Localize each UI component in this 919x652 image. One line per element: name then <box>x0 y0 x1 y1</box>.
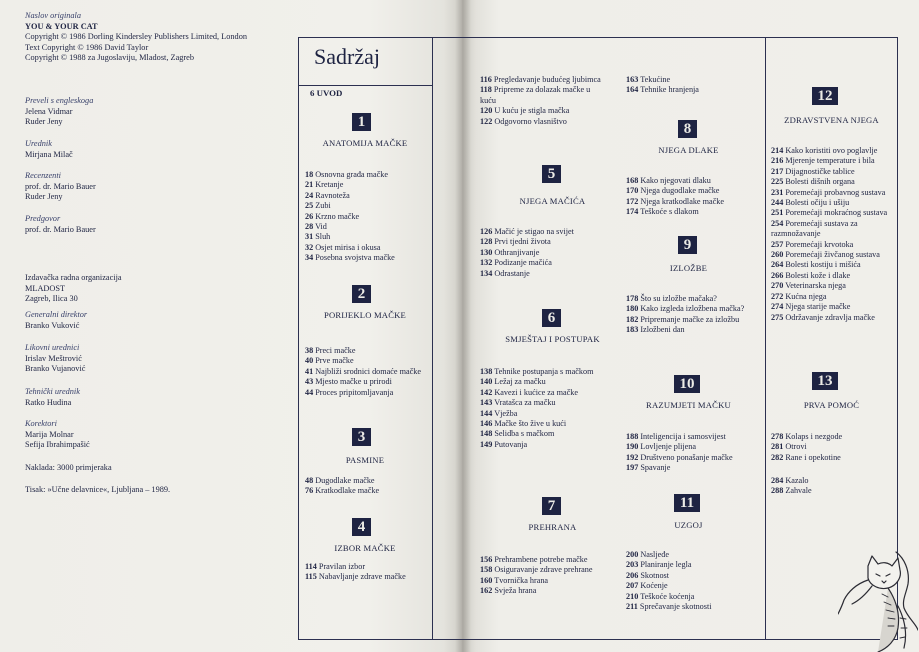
chapter-number: 4 <box>352 518 371 536</box>
chapter-entries <box>771 476 896 497</box>
stretching-cat-illustration <box>838 548 918 652</box>
chapter-entries <box>626 176 756 218</box>
chapter-number: 9 <box>678 236 697 254</box>
imprint-heading: Preveli s engleskoga <box>25 96 94 105</box>
toc-entry[interactable]: 25 Zubi <box>305 201 331 211</box>
imprint-technical-editor <box>25 387 285 408</box>
chapter-entries <box>771 432 896 463</box>
toc-entry[interactable]: 254 Poremećaji sustava za razmnožavanje <box>771 218 858 239</box>
toc-entry[interactable]: 216 Mjerenje temperature i bila <box>771 156 875 166</box>
toc-entry[interactable]: 264 Bolesti kostiju i mišića <box>771 260 861 270</box>
chapter-title: PASMINE <box>345 455 385 465</box>
toc-entry[interactable]: 142 Kavezi i kućice za mačke <box>480 387 578 397</box>
chapter-number: 7 <box>542 497 561 515</box>
toc-entry[interactable]: 164 Tehnike hranjenja <box>626 85 699 95</box>
toc-entry[interactable]: 122 Odgovorno vlasništvo <box>480 116 567 126</box>
imprint-line: Text Copyright © 1986 David Taylor <box>25 42 149 52</box>
chapter-title: PORIJEKLO MAČKE <box>323 310 407 320</box>
chapter-number: 3 <box>352 428 371 446</box>
chapter-title: PREHRANA <box>528 522 577 532</box>
title-rule <box>298 85 432 86</box>
toc-entry[interactable]: 244 Bolesti očiju i ušiju <box>771 198 850 208</box>
toc-entry[interactable]: 149 Putovanja <box>480 439 528 449</box>
toc-entry[interactable]: 143 Vratašca za mačku <box>480 398 556 408</box>
chapter-entries <box>305 170 429 264</box>
toc-entry[interactable]: 178 Što su izložbe mačaka? <box>626 294 717 303</box>
toc-entry[interactable]: 211 Sprečavanje skotnosti <box>626 602 712 612</box>
toc-entry[interactable]: 162 Svježa hrana <box>480 586 537 596</box>
chapter-entries <box>480 555 602 597</box>
imprint-line: Naklada: 3000 primjeraka <box>25 463 112 472</box>
chapter-entries <box>626 550 756 612</box>
imprint-line: Irislav Meštrović <box>25 353 82 363</box>
imprint-line: YOU & YOUR CAT <box>25 21 98 31</box>
toc-entry[interactable]: 40 Prve mačke <box>305 356 354 366</box>
toc-entry[interactable]: 44 Proces pripitomljavanja <box>305 387 394 397</box>
toc-entry[interactable]: 21 Kretanje <box>305 180 344 190</box>
toc-entry[interactable]: 32 Osjet mirisa i okusa <box>305 242 381 252</box>
imprint-line: MLADOST <box>25 283 66 293</box>
toc-entry[interactable]: 168 Kako njegovati dlaku <box>626 176 711 185</box>
chapter-number: 12 <box>812 87 838 105</box>
intro-entry: 6 UVOD <box>310 88 343 98</box>
chapter-title: UZGOJ <box>674 520 703 530</box>
chapter-number: 13 <box>812 372 838 390</box>
toc-entry[interactable]: 41 Najbliži srodnici domaće mačke <box>305 366 421 376</box>
toc-entry[interactable]: 272 Kućna njega <box>771 291 827 301</box>
toc-entry[interactable]: 28 Vid <box>305 222 327 232</box>
toc-entry[interactable]: 24 Ravnoteža <box>305 190 350 200</box>
imprint-line: Branko Vuković <box>25 320 80 330</box>
toc-entry[interactable]: 214 Kako koristiti ovo poglavlje <box>771 146 878 155</box>
imprint-line: Ratko Hudina <box>25 397 72 407</box>
toc-entry[interactable]: 278 Kolaps i nezgode <box>771 432 843 441</box>
imprint-translators <box>25 96 285 128</box>
toc-entry[interactable]: 114 Pravilan izbor <box>305 562 366 571</box>
toc-entry[interactable]: 266 Bolesti kože i dlake <box>771 270 851 280</box>
toc-entry[interactable]: 118 Pripreme za dolazak mačke u kuću <box>480 85 591 105</box>
imprint-publisher <box>25 273 285 305</box>
column-divider-3 <box>765 37 766 640</box>
imprint-line: Sefija Ibrahimpašić <box>25 440 90 450</box>
chapter-number: 8 <box>678 120 697 138</box>
toc-entry[interactable]: 156 Prehrambene potrebe mačke <box>480 555 588 564</box>
toc-entry[interactable]: 134 Odrastanje <box>480 268 530 278</box>
toc-entry[interactable]: 174 Teškoće s dlakom <box>626 207 699 217</box>
toc-entry[interactable]: 275 Održavanje zdravlja mačke <box>771 312 875 322</box>
chapter-entries <box>771 146 896 323</box>
imprint-heading: Urednik <box>25 139 52 148</box>
chapter-entries <box>305 346 429 398</box>
toc-entry[interactable]: 158 Osiguravanje zdrave prehrane <box>480 565 593 575</box>
imprint-original-title <box>25 11 285 64</box>
toc-entry[interactable]: 190 Lovljenje plijena <box>626 442 697 452</box>
toc-entry[interactable]: 144 Vježba <box>480 408 518 418</box>
toc-entry[interactable]: 217 Dijagnostičke tablice <box>771 166 855 176</box>
toc-entry[interactable]: 120 U kuću je stigla mačka <box>480 106 570 116</box>
chapter-title: NJEGA MAČIĆA <box>519 196 586 206</box>
toc-entry[interactable]: 148 Selidba s mačkom <box>480 429 555 439</box>
imprint-proofreaders <box>25 419 285 451</box>
toc-entry[interactable]: 76 Kratkodlake mačke <box>305 486 380 496</box>
chapter-entries <box>305 562 429 583</box>
toc-entry[interactable]: 116 Pregledavanje budućeg ljubimca <box>480 75 601 84</box>
imprint-line: prof. dr. Mario Bauer <box>25 181 96 191</box>
chapter-title: IZLOŽBE <box>669 263 708 273</box>
toc-entry[interactable]: 180 Kako izgleda izložbena mačka? <box>626 304 745 314</box>
column-divider-1 <box>432 37 433 640</box>
toc-entry[interactable]: 183 Izložbeni dan <box>626 325 685 335</box>
imprint-line: Tisak: »Učne delavnice«, Ljubljana – 1989. <box>25 485 171 494</box>
toc-entry[interactable]: 130 Othranjivanje <box>480 247 540 257</box>
toc-entry[interactable]: 192 Društveno ponašanje mačke <box>626 452 733 462</box>
toc-entry[interactable]: 282 Rane i opekotine <box>771 452 841 462</box>
toc-entry[interactable]: 126 Mačić je stigao na svijet <box>480 227 574 236</box>
toc-entry[interactable]: 38 Preci mačke <box>305 346 356 355</box>
toc-entry[interactable]: 288 Zahvale <box>771 486 812 496</box>
toc-entry[interactable]: 43 Mjesto mačke u prirodi <box>305 377 392 387</box>
imprint-foreword <box>25 214 285 235</box>
toc-entry[interactable]: 138 Tehnike postupanja s mačkom <box>480 367 594 376</box>
imprint-reviewers <box>25 171 285 203</box>
imprint-line: Ruder Jeny <box>25 117 63 127</box>
imprint-general-director <box>25 310 285 331</box>
imprint-heading: Tehnički urednik <box>25 387 80 396</box>
toc-entry[interactable]: 203 Planiranje legla <box>626 560 692 570</box>
toc-entry[interactable]: 281 Otrovi <box>771 442 807 452</box>
imprint-line: Zagreb, Ilica 30 <box>25 294 78 304</box>
chapter-entries <box>480 227 602 279</box>
imprint-editor <box>25 139 285 160</box>
imprint-line: Izdavačka radna organizacija <box>25 273 122 282</box>
toc-entry[interactable]: 182 Pripremanje mačke za izložbu <box>626 314 740 324</box>
imprint-heading: Generalni direktor <box>25 310 88 319</box>
toc-entry[interactable]: 251 Poremećaji mokraćnog sustava <box>771 208 888 218</box>
toc-entry[interactable]: 26 Krzno mačke <box>305 211 360 221</box>
toc-entry[interactable]: 274 Njega starije mačke <box>771 302 851 312</box>
toc-entry[interactable]: 210 Teškoće koćenja <box>626 591 695 601</box>
chapter-entries <box>626 432 756 474</box>
imprint-print-run <box>25 463 285 474</box>
imprint-printer <box>25 485 285 496</box>
toc-entry[interactable]: 170 Njega dugodlake mačke <box>626 186 720 196</box>
toc-entry[interactable]: 115 Nabavljanje zdrave mačke <box>305 572 406 582</box>
chapter-entries <box>305 476 429 497</box>
chapter-entries <box>626 294 756 336</box>
chapter-entries <box>626 75 756 96</box>
toc-entry[interactable]: 270 Veterinarska njega <box>771 281 846 291</box>
toc-entry[interactable]: 284 Kazalo <box>771 476 809 485</box>
chapter-title: NJEGA DLAKE <box>658 145 719 155</box>
imprint-heading: Predgovor <box>25 214 61 223</box>
chapter-title: SMJEŠTAJ I POSTUPAK <box>505 334 600 344</box>
toc-entry[interactable]: 48 Dugodlake mačke <box>305 476 375 485</box>
contents-title: Sadržaj <box>314 44 380 69</box>
chapter-title: RAZUMJETI MAČKU <box>646 400 731 410</box>
toc-entry[interactable]: 206 Skotnost <box>626 570 669 580</box>
chapter-number: 1 <box>352 113 371 131</box>
toc-entry[interactable]: 34 Posebna svojstva mačke <box>305 253 395 263</box>
toc-entry[interactable]: 160 Tvornička hrana <box>480 575 549 585</box>
imprint-line: Mirjana Milač <box>25 149 73 159</box>
chapter-entries <box>480 367 602 450</box>
toc-entry[interactable]: 260 Poremećaji živčanog sustava <box>771 250 880 260</box>
imprint-line: prof. dr. Mario Bauer <box>25 224 96 234</box>
imprint-line: Marija Molnar <box>25 429 74 439</box>
toc-entry[interactable]: 200 Nasljeđe <box>626 550 669 559</box>
imprint-heading: Korektori <box>25 419 57 428</box>
chapter-entries <box>480 75 602 127</box>
chapter-title: ANATOMIJA MAČKE <box>322 138 408 148</box>
toc-entry[interactable]: 18 Osnovna građa mačke <box>305 170 388 179</box>
imprint-art-editors <box>25 343 285 375</box>
imprint-line: Jelena Vidmar <box>25 106 73 116</box>
toc-entry[interactable]: 132 Podizanje mačića <box>480 258 552 268</box>
imprint-line: Copyright © 1988 za Jugoslaviju, Mladost, Zagreb <box>25 53 194 63</box>
chapter-number: 2 <box>352 285 371 303</box>
toc-entry[interactable]: 140 Ležaj za mačku <box>480 377 546 387</box>
toc-entry[interactable]: 172 Njega kratkodlake mačke <box>626 196 724 206</box>
imprint-line: Copyright © 1986 Dorling Kindersley Publishers Limited, London <box>25 32 248 42</box>
imprint-line: Ruder Jeny <box>25 192 63 202</box>
chapter-number: 5 <box>542 165 561 183</box>
imprint-line: Branko Vujanović <box>25 364 86 374</box>
toc-entry[interactable]: 207 Koćenje <box>626 581 668 591</box>
chapter-title: ZDRAVSTVENA NJEGA <box>784 115 879 125</box>
imprint-heading: Naslov originala <box>25 11 82 20</box>
toc-entry[interactable]: 188 Inteligencija i samosvijest <box>626 432 726 441</box>
toc-entry[interactable]: 31 Sluh <box>305 232 331 242</box>
chapter-title: IZBOR MAČKE <box>334 543 396 553</box>
toc-entry[interactable]: 163 Tekućine <box>626 75 671 84</box>
toc-entry[interactable]: 146 Mačke što žive u kući <box>480 419 567 429</box>
chapter-number: 6 <box>542 309 561 327</box>
chapter-number: 10 <box>674 375 700 393</box>
chapter-number: 11 <box>674 494 700 512</box>
toc-entry[interactable]: 197 Spavanje <box>626 463 671 473</box>
imprint-heading: Recenzenti <box>25 171 61 180</box>
toc-entry[interactable]: 231 Poremećaji probavnog sustava <box>771 187 886 197</box>
toc-entry[interactable]: 257 Poremećaji krvotoka <box>771 239 854 249</box>
toc-entry[interactable]: 128 Prvi tjedni života <box>480 237 551 247</box>
toc-entry[interactable]: 225 Bolesti dišnih organa <box>771 177 855 187</box>
chapter-title: PRVA POMOĆ <box>803 400 860 410</box>
imprint-heading: Likovni urednici <box>25 343 80 352</box>
